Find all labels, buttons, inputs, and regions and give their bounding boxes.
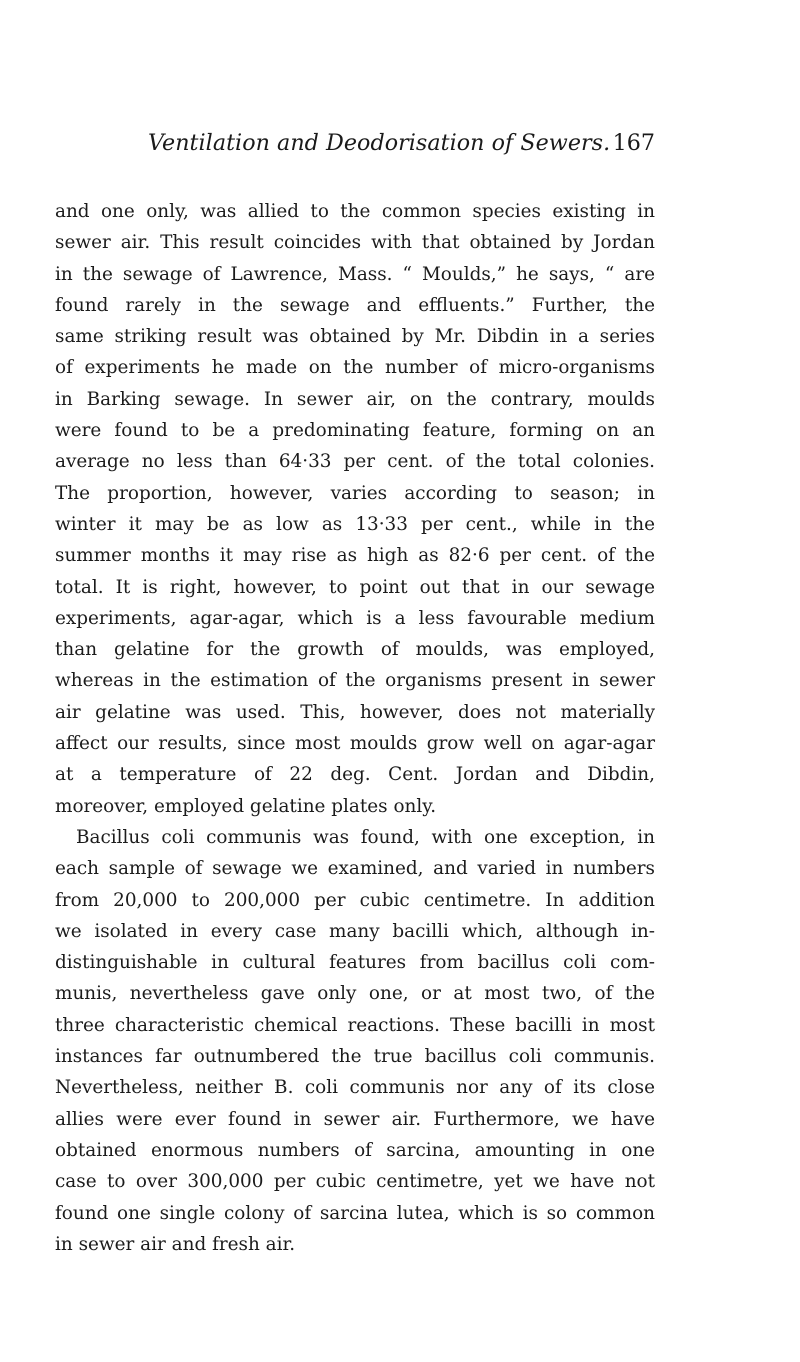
text-line: Nevertheless, neither B. coli communis nor any of its close	[55, 1077, 655, 1099]
text-line: allies were ever found in sewer air. Furthermore, we have	[55, 1108, 655, 1130]
text-line: each sample of sewage we examined, and varied in numbers	[55, 858, 655, 880]
text-line: in the sewage of Lawrence, Mass. “ Moulds,” he says, “ are	[55, 263, 655, 285]
text-line: The proportion, however, varies according to season; in	[55, 482, 655, 504]
text-line: air gelatine was used. This, however, does not materially	[55, 701, 655, 723]
text-line: case to over 300,000 per cubic centimetre, yet we have not	[55, 1171, 655, 1193]
paragraph-moulds-continuation	[55, 196, 655, 822]
text-line: than gelatine for the growth of moulds, was employed,	[55, 639, 655, 661]
text-line: experiments, agar-agar, which is a less favourable medium	[55, 607, 655, 629]
running-head	[148, 124, 655, 164]
body-text	[55, 196, 655, 1260]
page-number: 167	[612, 130, 655, 156]
text-line: affect our results, since most moulds grow well on agar-agar	[55, 733, 655, 755]
text-line: and one only, was allied to the common species existing in	[55, 201, 655, 222]
text-line: in sewer air and fresh air.	[55, 1233, 296, 1255]
text-line: sewer air. This result coincides with that obtained by Jordan	[55, 232, 655, 254]
running-title: Ventilation and Deodorisation of Sewers.	[148, 130, 611, 156]
text-line: instances far outnumbered the true bacillus coli communis.	[55, 1046, 655, 1068]
paragraph-bacillus-coli	[55, 822, 655, 1260]
text-line: summer months it may rise as high as 82·6 per cent. of the	[55, 545, 655, 567]
text-line: we isolated in every case many bacilli which, although in-	[55, 920, 655, 942]
text-line: moreover, employed gelatine plates only.	[55, 795, 437, 817]
text-line: found one single colony of sarcina lutea, which is so common	[55, 1202, 655, 1224]
text-line: total. It is right, however, to point out that in our sewage	[55, 576, 655, 598]
text-line: winter it may be as low as 13·33 per cent., while in the	[55, 513, 655, 535]
text-line: from 20,000 to 200,000 per cubic centimetre. In addition	[55, 889, 655, 911]
text-line: at a temperature of 22 deg. Cent. Jordan and Dibdin,	[55, 764, 655, 786]
text-line: found rarely in the sewage and effluents.” Further, the	[55, 294, 655, 316]
text-line: in Barking sewage. In sewer air, on the contrary, moulds	[55, 388, 655, 410]
text-line: obtained enormous numbers of sarcina, amounting in one	[55, 1139, 655, 1161]
text-line: same striking result was obtained by Mr. Dibdin in a series	[55, 326, 655, 348]
text-line: average no less than 64·33 per cent. of the total colonies.	[55, 451, 655, 473]
text-line: Bacillus coli communis was found, with one exception, in	[76, 826, 655, 848]
text-line: were found to be a predominating feature, forming on an	[55, 420, 655, 442]
text-line: distinguishable in cultural features from bacillus coli com-	[55, 952, 655, 974]
text-line: of experiments he made on the number of micro-organisms	[55, 357, 655, 379]
text-line: three characteristic chemical reactions. These bacilli in most	[55, 1014, 655, 1036]
text-line: whereas in the estimation of the organisms present in sewer	[55, 670, 655, 692]
text-line: munis, nevertheless gave only one, or at most two, of the	[55, 983, 655, 1005]
